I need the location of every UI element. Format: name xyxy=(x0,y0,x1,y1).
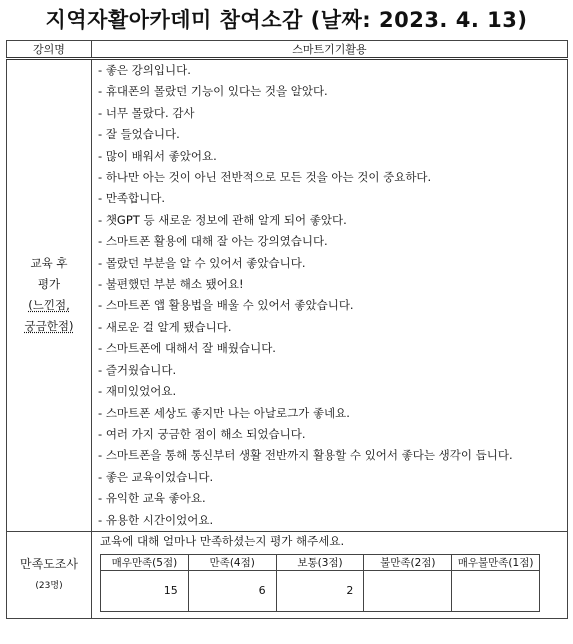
rating-value: 2 xyxy=(276,570,364,611)
comments-list xyxy=(92,60,567,531)
comment-item: - 스마트폰을 통해 통신부터 생활 전반까지 활용할 수 있어서 좋다는 생각이 듭니다. xyxy=(98,445,567,466)
comment-item: - 만족합니다. xyxy=(98,188,567,209)
satisfaction-question: 교육에 대해 얼마나 만족하셨는지 평가 해주세요. xyxy=(100,533,345,548)
comment-item: - 휴대폰의 몰랐던 기능이 있다는 것을 알았다. xyxy=(98,81,567,102)
satisfaction-title: 만족도조사 xyxy=(20,556,78,571)
comment-item: - 너무 몰랐다. 감사 xyxy=(98,103,567,124)
comment-item: - 유용한 시간이었어요. xyxy=(98,510,567,531)
comment-item: - 불편했던 부분 해소 됐어요! xyxy=(98,274,567,295)
rating-header: 매우만족(5점) xyxy=(101,554,189,570)
lecture-name-label: 강의명 xyxy=(7,41,92,59)
comment-item: - 새로운 걸 알게 됐습니다. xyxy=(98,317,567,338)
comment-item: - 여러 가지 궁금한 점이 해소 되었습니다. xyxy=(98,424,567,445)
evaluation-label-line: 평가 xyxy=(37,277,61,292)
satisfaction-row xyxy=(7,531,568,618)
comment-item: - 하나만 아는 것이 아닌 전반적으로 모든 것을 아는 것이 중요하다. xyxy=(98,167,567,188)
comment-item: - 몰랐던 부분을 알 수 있어서 좋았습니다. xyxy=(98,253,567,274)
page-title: 지역자활아카데미 참여소감 (날짜: 2023. 4. 13) xyxy=(45,8,528,32)
comment-item: - 스마트폰 활용에 대해 잘 아는 강의였습니다. xyxy=(98,231,567,252)
evaluation-label-line: (느낀점, xyxy=(28,298,70,313)
comment-item: - 많이 배워서 좋았어요. xyxy=(98,146,567,167)
respondent-count: (23명) xyxy=(35,580,63,591)
rating-header: 만족(4점) xyxy=(188,554,276,570)
survey-table xyxy=(6,40,568,619)
rating-value: 6 xyxy=(188,570,276,611)
satisfaction-cell xyxy=(92,531,568,618)
comment-item: - 좋은 교육이었습니다. xyxy=(98,467,567,488)
comment-item: - 좋은 강의입니다. xyxy=(98,60,567,81)
satisfaction-label xyxy=(7,531,92,618)
comment-item: - 재미있었어요. xyxy=(98,381,567,402)
rating-value xyxy=(452,570,540,611)
comment-item: - 챗GPT 등 새로운 정보에 관해 알게 되어 좋았다. xyxy=(98,210,567,231)
satisfaction-values-row xyxy=(101,570,540,611)
comment-item: - 스마트폰 앱 활용법을 배울 수 있어서 좋았습니다. xyxy=(98,295,567,316)
evaluation-label-line: 교육 후 xyxy=(30,256,68,271)
satisfaction-header-row xyxy=(101,554,540,570)
rating-header: 매우불만족(1점) xyxy=(452,554,540,570)
rating-header: 보통(3점) xyxy=(276,554,364,570)
comments-cell xyxy=(92,59,568,532)
comment-item: - 유익한 교육 좋아요. xyxy=(98,488,567,509)
evaluation-label-line: 궁금한점) xyxy=(24,319,74,334)
evaluation-label xyxy=(7,59,92,532)
rating-value xyxy=(364,570,452,611)
comment-item: - 스마트폰에 대해서 잘 배웠습니다. xyxy=(98,338,567,359)
comment-item: - 즐거웠습니다. xyxy=(98,360,567,381)
lecture-name-value: 스마트기기활용 xyxy=(92,41,568,59)
comment-item: - 스마트폰 세상도 좋지만 나는 아날로그가 좋네요. xyxy=(98,403,567,424)
comment-item: - 잘 들었습니다. xyxy=(98,124,567,145)
header-row xyxy=(7,41,568,59)
evaluation-row xyxy=(7,59,568,532)
rating-header: 불만족(2점) xyxy=(364,554,452,570)
rating-value: 15 xyxy=(101,570,189,611)
satisfaction-table xyxy=(100,554,540,612)
